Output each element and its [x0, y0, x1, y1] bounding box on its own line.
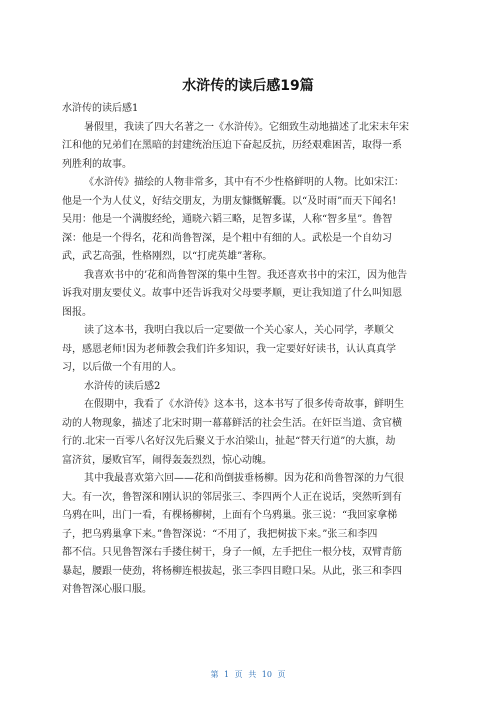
- text-line: 暑假里，我读了四大名著之一《水浒传》。它细致生动地描述了北宋末年宋: [84, 121, 409, 133]
- text-line: 江和他的兄弟们在黑暗的封建统治压迫下奋起反抗，历经艰难困苦，取得一系: [62, 140, 402, 151]
- text-line: 乌鸦在叫，出门一看，有棵杨柳树，上面有个乌鸦巢。张三说：“我回家拿梯: [62, 510, 398, 521]
- text-line: 图报。: [62, 306, 92, 318]
- text-line: 都不信。只见鲁智深右手搂住树干，身子一倾，左手把住一根分枝，双臂青筋: [62, 547, 402, 558]
- text-line: 习，以后做一个有用的人。: [62, 362, 182, 373]
- text-line: 吴用：他是一个满腹经纶，通晓六韬三略，足智多谋，人称“智多星”。鲁智: [62, 214, 393, 225]
- text-line: 大。有一次，鲁智深和刚认识的邻居张三、李四两个人正在说话，突然听到有: [62, 491, 402, 503]
- document-body: [62, 100, 434, 600]
- text-line: 行的.北宋一百零八名好汉先后聚义于水泊梁山，扯起“替天行道”的大旗，劫: [62, 436, 396, 447]
- text-line: 母，感恩老师!因为老师教会我们许多知识，我一定要好好读书，认认真真学: [62, 343, 397, 355]
- text-line: 子，把乌鸦巢拿下来。”鲁智深说：“不用了，我把树拔下来。”张三和李四: [62, 528, 378, 540]
- text-line: 动的人物现象，描述了北宋时期一幕幕鲜活的社会生活。在奸臣当道、贪官横: [62, 417, 402, 429]
- text-line: 他是一个为人仗义，好结交朋友，为朋友慷慨解囊。以“及时雨”而天下闻名!: [62, 195, 397, 207]
- text-line: 读了这本书，我明白我以后一定要做一个关心家人，关心同学，孝顺父: [84, 325, 394, 336]
- text-line: 水浒传的读后感2: [84, 380, 161, 392]
- text-line: 深：他是一个得名，花和尚鲁智深，是个粗中有细的人。武松是一个自幼习: [62, 232, 392, 244]
- text-line: 暴起，腰跟一使劲，将杨柳连根拔起，张三李四目瞪口呆。从此，张三和李四: [62, 565, 402, 577]
- text-line: 水浒传的读后感1: [62, 103, 139, 114]
- text-line: 富济贫，屡败官军，闹得轰轰烈烈，惊心动魄。: [62, 454, 272, 466]
- page-footer: 第 1 页 共 10 页: [210, 670, 286, 679]
- text-line: 诉我对朋友要仗义。故事中还告诉我对父母要孝顺，更让我知道了什么叫知恩: [62, 288, 402, 299]
- text-line: 列胜利的故事。: [62, 158, 132, 170]
- document-title: 水浒传的读后感19篇: [182, 78, 314, 94]
- text-line: 对鲁智深心服口服。: [62, 584, 152, 595]
- text-line: 在假期中，我看了《水浒传》这本书，这本书写了很多传奇故事，鲜明生: [84, 399, 404, 410]
- text-line: 我喜欢书中的’花和尚鲁智深的集中生智。我还喜欢书中的宋江，因为他告: [84, 269, 408, 281]
- text-line: 武，武艺高强，性格刚烈，以“打虎英雄”著称。: [62, 251, 273, 262]
- text-line: 其中我最喜欢第六回——花和尚倒拔垂杨柳。因为花和尚鲁智深的力气很: [84, 473, 404, 484]
- text-line: 《水浒传》描绘的人物非常多，其中有不少性格鲜明的人物。比如宋江：: [84, 177, 404, 188]
